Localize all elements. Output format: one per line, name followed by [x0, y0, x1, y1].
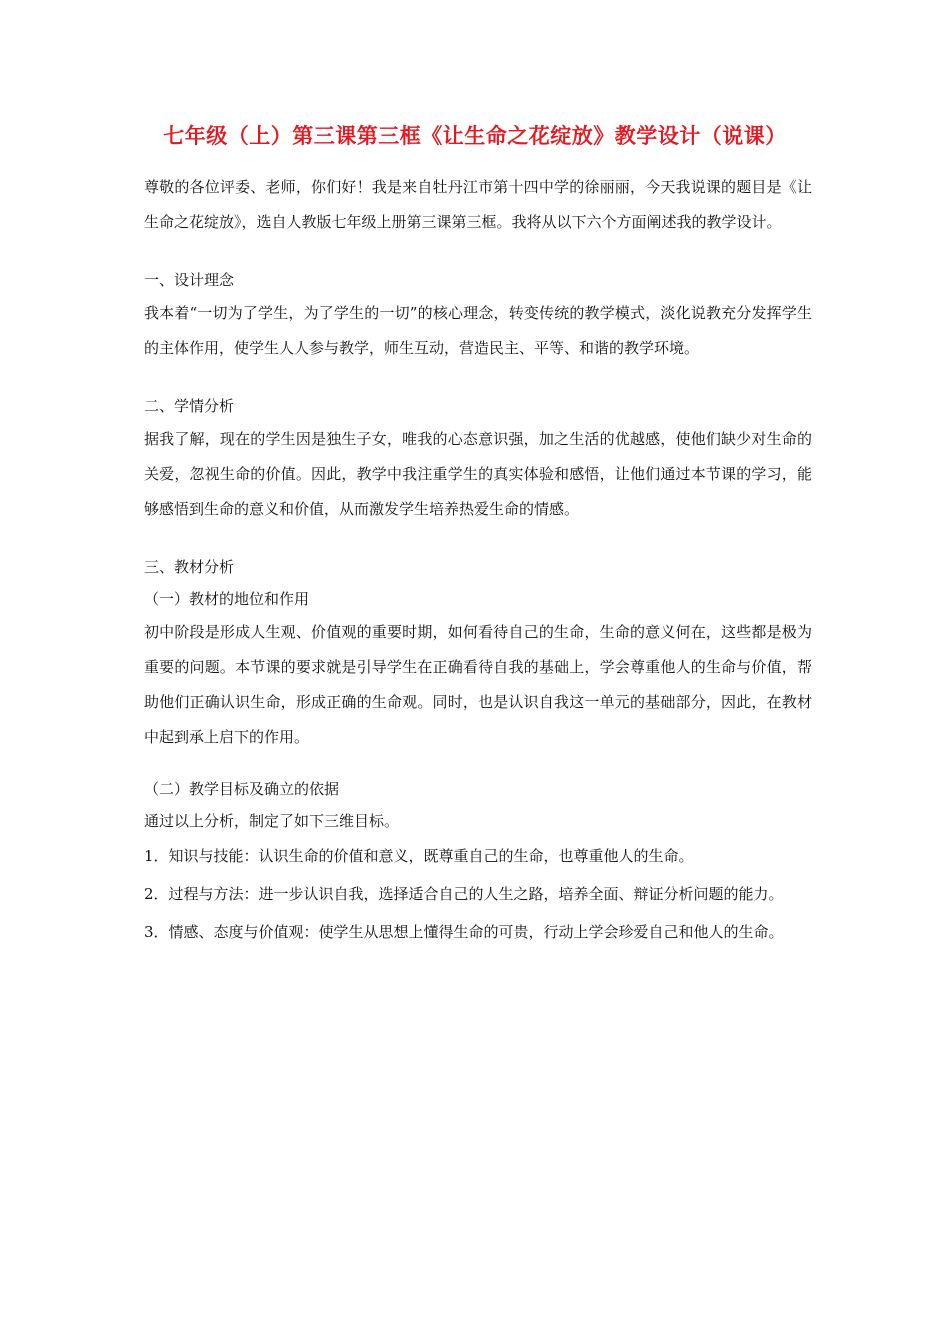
document-title: 七年级（上）第三课第三框《让生命之花绽放》教学设计（说课） [163, 124, 787, 148]
spacer [144, 366, 812, 390]
spacer [144, 527, 812, 551]
goal-item-knowledge: 1．知识与技能：认识生命的价值和意义，既尊重自己的生命，也尊重他人的生命。 [144, 847, 694, 865]
subsection-heading-goals: （二）教学目标及确立的依据 [144, 780, 340, 798]
document-body [144, 170, 812, 951]
intro-paragraph: 尊敬的各位评委、老师，你们好！我是来自牡丹江市第十四中学的徐丽丽，今天我说课的题目是《让生命之花绽放》，选自人教版七年级上册第三课第三框。我将从以下六个方面阐述我的教学设计。 [144, 178, 812, 231]
spacer [144, 755, 812, 773]
section-text-student-analysis: 据我了解，现在的学生因是独生子女，唯我的心态意识强，加之生活的优越感，使他们缺少对生命的关爱，忽视生命的价值。因此，教学中我注重学生的真实体验和感悟，让他们通过本节课的学习，能够感悟到生命的意义和价值，从而激发学生培养热爱生命的情感。 [144, 430, 812, 518]
section-text-design-concept: 我本着“一切为了学生，为了学生的一切”的核心理念，转变传统的教学模式，淡化说教充分发挥学生的主体作用，使学生人人参与教学，师生互动，营造民主、平等、和谐的教学环境。 [144, 304, 812, 357]
goal-item-process: 2．过程与方法：进一步认识自我，选择适合自己的人生之路，培养全面、辩证分析问题的能力。 [144, 885, 784, 903]
subsection-heading-role: （一）教材的地位和作用 [144, 590, 310, 608]
goal-item-emotion: 3．情感、态度与价值观：使学生从思想上懂得生命的可贵，行动上学会珍爱自己和他人的生命。 [144, 923, 784, 941]
section-heading-textbook-analysis: 三、教材分析 [144, 558, 235, 576]
section-heading-student-analysis: 二、学情分析 [144, 397, 235, 415]
subsection-text-role: 初中阶段是形成人生观、价值观的重要时期，如何看待自己的生命，生命的意义何在，这些都是极为重要的问题。本节课的要求就是引导学生在正确看待自我的基础上，学会尊重他人的生命与价值，帮助他们正确认识生命，形成正确的生命观。同时，也是认识自我这一单元的基础部分，因此，在教材中起到承上启下的作用。 [144, 623, 812, 746]
spacer [144, 240, 812, 264]
subsection-intro-goals: 通过以上分析，制定了如下三维目标。 [144, 812, 400, 830]
section-heading-design-concept: 一、设计理念 [144, 271, 235, 289]
